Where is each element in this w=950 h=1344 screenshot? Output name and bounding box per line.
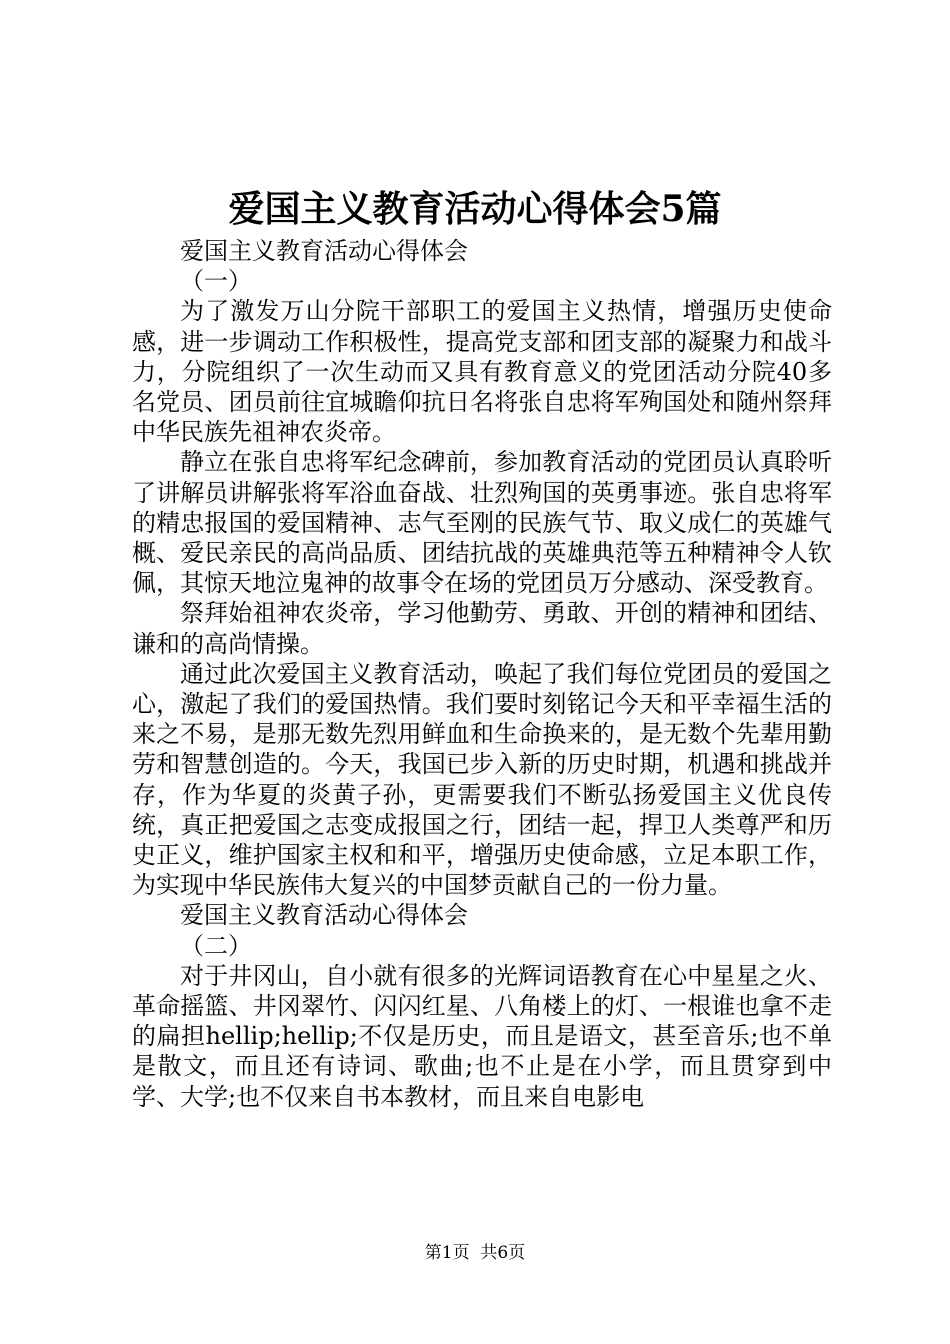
section-heading: 爱国主义教育活动心得体会 — [180, 237, 468, 265]
paragraph: 静立在张自忠将军纪念碑前，参加教育活动的党团员认真聆听了讲解员讲解张将军浴血奋战、壮烈殉国的英勇事迹。张自忠将军的精忠报国的爱国精神、志气至刚的民族气节、取义成仁的英雄气概、爱民亲民的高尚品质、团结抗战的英雄典范等五种精神令人钦佩，其惊天地泣鬼神的故事令在场的党团员万分感动、深受教育。 — [132, 448, 832, 598]
section-number: （一） — [180, 267, 252, 296]
section-number: （二） — [180, 931, 252, 960]
section-heading: 爱国主义教育活动心得体会 — [180, 901, 468, 930]
paragraph: 通过此次爱国主义教育活动，唤起了我们每位党团员的爱国之心，激起了我们的爱国热情。我们要时刻铭记今天和平幸福生活的来之不易，是那无数先烈用鲜血和生命换来的，是无数个先辈用勤劳和智慧创造的。今天，我国已步入新的历史时期，机遇和挑战并存，作为华夏的炎黄子孙，更需要我们不断弘扬爱国主义优良传统，真正把爱国之志变成报国之行，团结一起，捍卫人类尊严和历史正义，维护国家主权和和平，增强历史使命感，立足本职工作，为实现中华民族伟大复兴的中国梦贡献自己的一份力量。 — [132, 659, 832, 900]
page-footer — [0, 1241, 950, 1265]
page-number: 第1页 共6页 — [424, 1243, 526, 1263]
paragraph: 祭拜始祖神农炎帝，学习他勤劳、勇敢、开创的精神和团结、谦和的高尚情操。 — [132, 599, 832, 658]
document-body — [132, 236, 832, 1112]
paragraph: 为了激发万山分院干部职工的爱国主义热情，增强历史使命感，进一步调动工作积极性，提高党支部和团支部的凝聚力和战斗力，分院组织了一次生动而又具有教育意义的党团活动分院40多名党员、团员前往宜城瞻仰抗日名将张自忠将军殉国处和随州祭拜中华民族先祖神农炎帝。 — [132, 297, 832, 447]
paragraph: 对于井冈山，自小就有很多的光辉词语教育在心中星星之火、革命摇篮、井冈翠竹、闪闪红星、八角楼上的灯、一根谁也拿不走的扁担hellip;hellip;不仅是历史，而且是语文，甚至音乐;也不单是散文，而且还有诗词、歌曲;也不止是在小学，而且贯穿到中学、大学;也不仅来自书本教材，而且来自电影电 — [132, 961, 832, 1111]
document-title: 爱国主义教育活动心得体会5篇 — [228, 188, 722, 230]
